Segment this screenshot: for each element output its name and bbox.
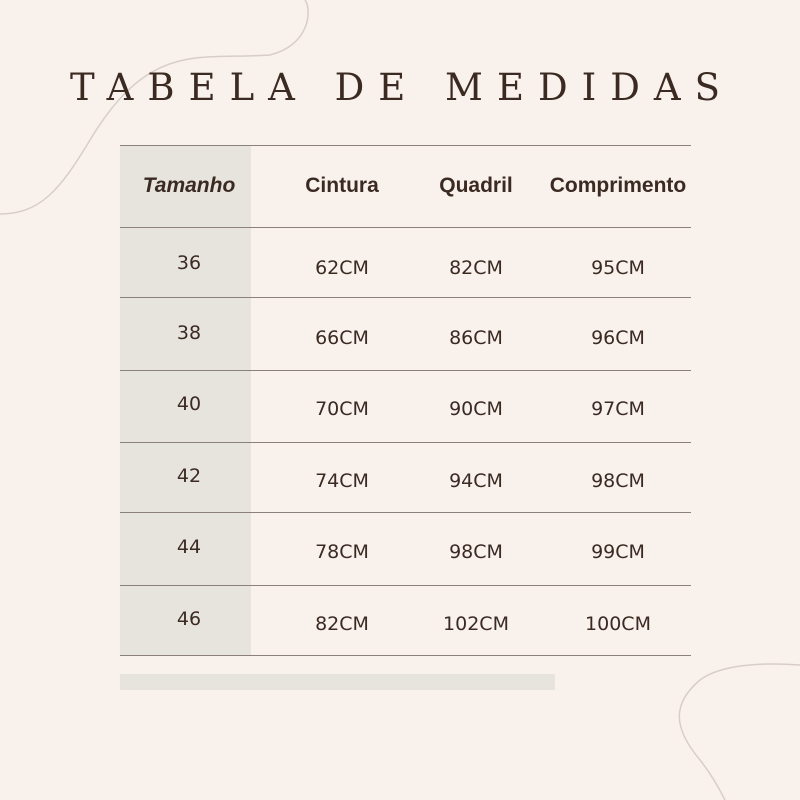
measure-cell: 82CM	[449, 257, 503, 279]
measure-cell: 97CM	[591, 398, 645, 420]
table-rule	[120, 512, 691, 513]
size-cell: 42	[176, 465, 202, 487]
measure-cell: 62CM	[315, 257, 369, 279]
table-rule	[120, 442, 691, 443]
size-cell: 36	[176, 252, 202, 274]
measure-cell: 78CM	[315, 541, 369, 563]
table-rule	[120, 227, 691, 228]
size-cell: 44	[176, 536, 202, 558]
measure-cell: 99CM	[591, 541, 645, 563]
page-title: TABELA DE MEDIDAS	[70, 66, 734, 109]
measure-cell: 95CM	[591, 257, 645, 279]
measure-cell: 96CM	[591, 327, 645, 349]
measure-cell: 86CM	[449, 327, 503, 349]
measure-cell: 98CM	[591, 470, 645, 492]
size-cell: 46	[176, 608, 202, 630]
measure-cell: 70CM	[315, 398, 369, 420]
measure-cell: 100CM	[585, 613, 651, 635]
measure-cell: 82CM	[315, 613, 369, 635]
header-quadril: Quadril	[439, 174, 513, 197]
size-cell: 40	[176, 393, 202, 415]
size-cell: 38	[176, 322, 202, 344]
header-comprimento: Comprimento	[549, 174, 687, 197]
measure-cell: 94CM	[449, 470, 503, 492]
table-rule	[120, 585, 691, 586]
measure-cell: 74CM	[315, 470, 369, 492]
table-rule	[120, 370, 691, 371]
table-rule	[120, 145, 691, 146]
table-rule	[120, 655, 691, 656]
measure-cell: 90CM	[449, 398, 503, 420]
footer-bar	[120, 674, 555, 690]
table-rule	[120, 297, 691, 298]
measure-cell: 98CM	[449, 541, 503, 563]
measure-cell: 66CM	[315, 327, 369, 349]
header-tamanho: Tamanho	[142, 174, 236, 197]
measure-cell: 102CM	[443, 613, 509, 635]
header-cintura: Cintura	[305, 174, 379, 197]
